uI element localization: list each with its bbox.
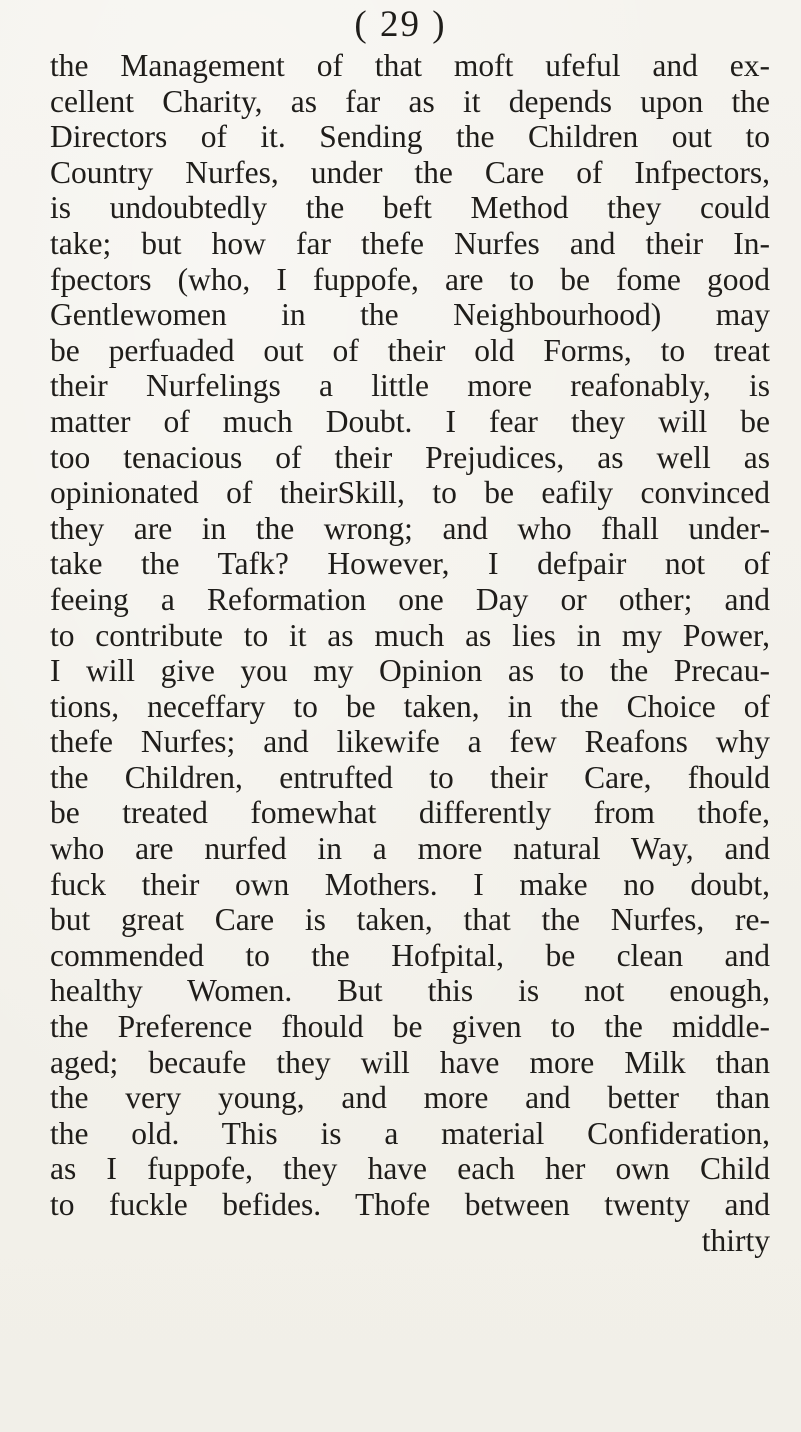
- text-line: matter of much Doubt. I fear they will be: [50, 403, 770, 439]
- text-line: is undoubtedly the beft Method they could: [50, 190, 770, 226]
- text-line: I will give you my Opinion as to the Precau-: [50, 653, 770, 689]
- text-line: take; but how far thefe Nurfes and their In-: [50, 225, 770, 261]
- text-line: the Children, entrufted to their Care, fhould: [50, 759, 770, 795]
- text-line: who are nurfed in a more natural Way, and: [50, 831, 770, 867]
- text-line: be perfuaded out of their old Forms, to treat: [50, 332, 770, 368]
- text-line: but great Care is taken, that the Nurfes, re-: [50, 902, 770, 938]
- text-line: fpectors (who, I fuppofe, are to be fome good: [50, 261, 770, 297]
- text-line: they are in the wrong; and who fhall under-: [50, 510, 770, 546]
- text-line: aged; becaufe they will have more Milk than: [50, 1044, 770, 1080]
- text-line: the Preference fhould be given to the middle-: [50, 1009, 770, 1045]
- text-line: to contribute to it as much as lies in my Power,: [50, 617, 770, 653]
- text-line: commended to the Hofpital, be clean and: [50, 937, 770, 973]
- text-line: the Management of that moft ufeful and ex-: [50, 48, 770, 83]
- text-line: the very young, and more and better than: [50, 1080, 770, 1116]
- text-line: be treated fomewhat differently from thofe,: [50, 795, 770, 831]
- text-line: their Nurfelings a little more reafonably, is: [50, 368, 770, 404]
- text-line: healthy Women. But this is not enough,: [50, 973, 770, 1009]
- text-line: take the Tafk? However, I defpair not of: [50, 546, 770, 582]
- text-line: as I fuppofe, they have each her own Child: [50, 1151, 770, 1187]
- page-number: ( 29 ): [354, 4, 447, 45]
- text-line: thefe Nurfes; and likewife a few Reafons why: [50, 724, 770, 760]
- body-text: [50, 48, 770, 1258]
- text-line: Country Nurfes, under the Care of Infpectors,: [50, 154, 770, 190]
- text-line: cellent Charity, as far as it depends upon the: [50, 83, 770, 119]
- text-line: tions, neceffary to be taken, in the Choice of: [50, 688, 770, 724]
- text-line: fuck their own Mothers. I make no doubt,: [50, 866, 770, 902]
- text-line: too tenacious of their Prejudices, as well as: [50, 439, 770, 475]
- text-line: opinionated of theirSkill, to be eafily convinced: [50, 475, 770, 511]
- text-line: the old. This is a material Confideration,: [50, 1115, 770, 1151]
- text-line: Gentlewomen in the Neighbourhood) may: [50, 297, 770, 333]
- catchword: thirty: [701, 1222, 770, 1258]
- text-line: Directors of it. Sending the Children out to: [50, 119, 770, 155]
- text-line: feeing a Reformation one Day or other; and: [50, 581, 770, 617]
- text-line: to fuckle befides. Thofe between twenty and: [50, 1187, 770, 1222]
